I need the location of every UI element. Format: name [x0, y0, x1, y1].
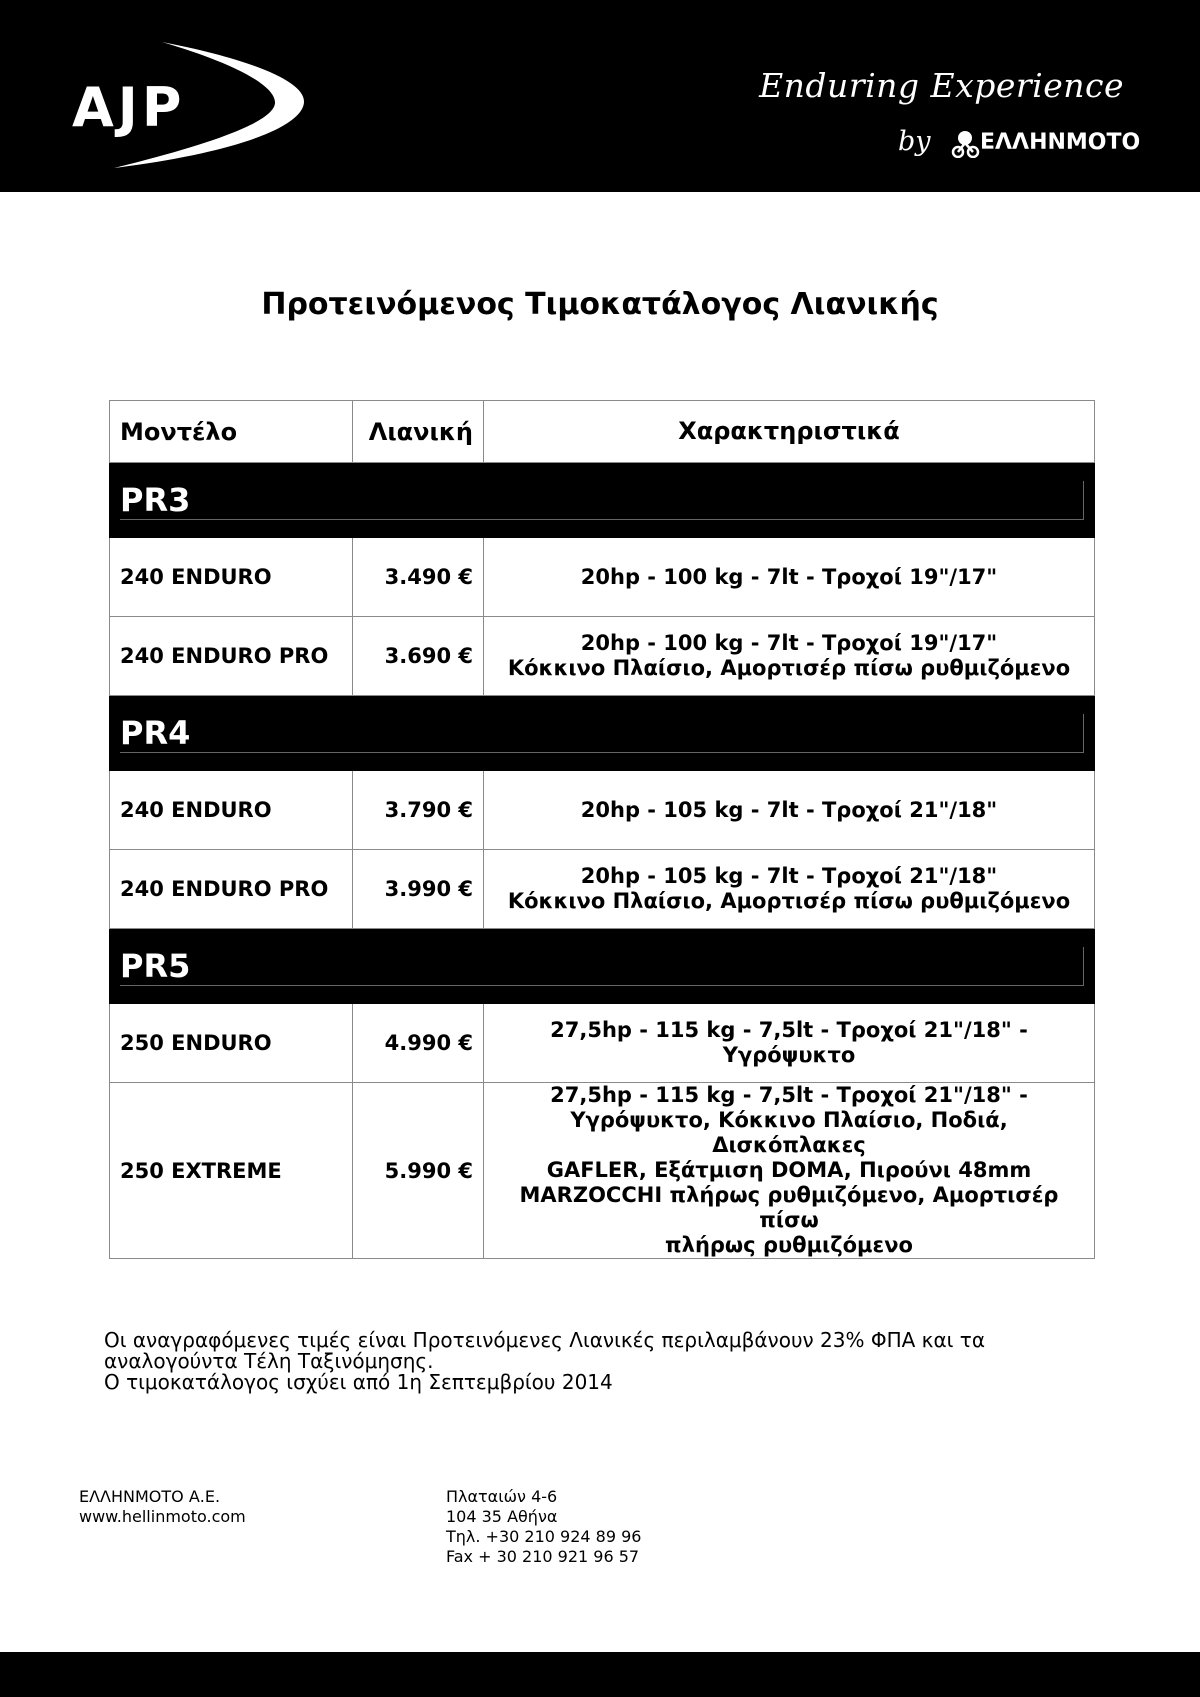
group-row-pr3 — [110, 463, 1095, 538]
address-city: 104 35 Αθήνα — [446, 1507, 558, 1526]
spec-line: GAFLER, Εξάτμιση DOMA, Πιρούνι 48mm — [546, 1158, 1032, 1182]
table-row — [110, 850, 1095, 929]
table-row — [110, 771, 1095, 850]
spec-line: 20hp - 100 kg - 7lt - Τροχοί 19"/17" — [580, 631, 998, 655]
notes — [104, 1330, 1124, 1393]
column-header-model: Μοντέλο — [110, 401, 353, 463]
phone-number: Τηλ. +30 210 924 89 96 — [446, 1527, 642, 1546]
table-row — [110, 617, 1095, 696]
model-cell: 250 EXTREME — [110, 1083, 353, 1259]
table-row — [110, 1004, 1095, 1083]
specs-cell — [484, 850, 1095, 929]
spec-line: Υγρόψυκτο — [722, 1043, 856, 1067]
specs-cell — [484, 771, 1095, 850]
spec-line: 27,5hp - 115 kg - 7,5lt - Τροχοί 21"/18" - — [550, 1018, 1028, 1042]
specs-cell — [484, 617, 1095, 696]
ajp-logo — [70, 40, 310, 170]
column-header-price: Λιανική — [353, 401, 484, 463]
spec-line: Κόκκινο Πλαίσιο, Αμορτισέρ πίσω ρυθμιζόμενο — [507, 656, 1071, 680]
table-header-row — [110, 401, 1095, 463]
group-title: PR3 — [120, 481, 1084, 520]
group-row-pr4 — [110, 696, 1095, 771]
table-row — [110, 538, 1095, 617]
footer-company — [79, 1487, 246, 1527]
footer-contact — [446, 1487, 641, 1567]
company-name: ΕΛΛΗΝΜΟΤΟ Α.Ε. — [79, 1487, 221, 1506]
specs-cell — [484, 1083, 1095, 1259]
page-title: Προτεινόμενος Τιμοκατάλογος Λιανικής — [261, 287, 939, 322]
group-row-pr5 — [110, 929, 1095, 1004]
tagline: Enduring Experience — [759, 66, 1124, 105]
spec-line: πλήρως ρυθμιζόμενο — [665, 1233, 913, 1257]
specs-cell — [484, 1004, 1095, 1083]
price-cell: 4.990 € — [353, 1004, 484, 1083]
group-title: PR5 — [120, 947, 1084, 986]
spec-line: 27,5hp - 115 kg - 7,5lt - Τροχοί 21"/18" - — [550, 1083, 1028, 1107]
model-cell: 240 ENDURO — [110, 771, 353, 850]
spec-line: MARZOCCHI πλήρως ρυθμιζόμενο, Αμορτισέρ πίσω — [519, 1183, 1059, 1232]
model-cell: 240 ENDURO PRO — [110, 850, 353, 929]
website-link[interactable]: www.hellinmoto.com — [79, 1507, 246, 1526]
address-street: Πλαταιών 4-6 — [446, 1487, 558, 1506]
table-row — [110, 1083, 1095, 1259]
note-vat: Οι αναγραφόμενες τιμές είναι Προτεινόμενες Λιανικές περιλαμβάνουν 23% ΦΠΑ και τα αναλογούντα Τέλη Ταξινόμησης. — [104, 1328, 986, 1373]
note-validity: Ο τιμοκατάλογος ισχύει από 1η Σεπτεμβρίου 2014 — [104, 1370, 613, 1394]
price-cell: 3.990 € — [353, 850, 484, 929]
group-title: PR4 — [120, 714, 1084, 753]
fax-number: Fax + 30 210 921 96 57 — [446, 1547, 640, 1566]
price-cell: 5.990 € — [353, 1083, 484, 1259]
by-word: by — [898, 126, 931, 157]
model-cell: 250 ENDURO — [110, 1004, 353, 1083]
svg-text:AJP: AJP — [72, 76, 186, 139]
spec-line: 20hp - 100 kg - 7lt - Τροχοί 19"/17" — [580, 564, 998, 589]
spec-line: 20hp - 105 kg - 7lt - Τροχοί 21"/18" — [580, 864, 998, 888]
price-cell: 3.690 € — [353, 617, 484, 696]
brand-name: ΕΛΛΗΝΜΟΤΟ — [980, 130, 1141, 155]
rider-icon — [950, 128, 980, 158]
model-cell: 240 ENDURO PRO — [110, 617, 353, 696]
specs-cell — [484, 538, 1095, 617]
price-cell: 3.490 € — [353, 538, 484, 617]
footer-band — [0, 1652, 1200, 1697]
spec-line: Υγρόψυκτο, Κόκκινο Πλαίσιο, Ποδιά, Δισκόπλακες — [570, 1108, 1008, 1157]
header-band — [0, 0, 1200, 192]
column-header-specs: Χαρακτηριστικά — [484, 401, 1095, 463]
price-cell: 3.790 € — [353, 771, 484, 850]
spec-line: Κόκκινο Πλαίσιο, Αμορτισέρ πίσω ρυθμιζόμενο — [507, 889, 1071, 913]
price-table — [109, 400, 1095, 1259]
spec-line: 20hp - 105 kg - 7lt - Τροχοί 21"/18" — [580, 797, 998, 822]
model-cell: 240 ENDURO — [110, 538, 353, 617]
